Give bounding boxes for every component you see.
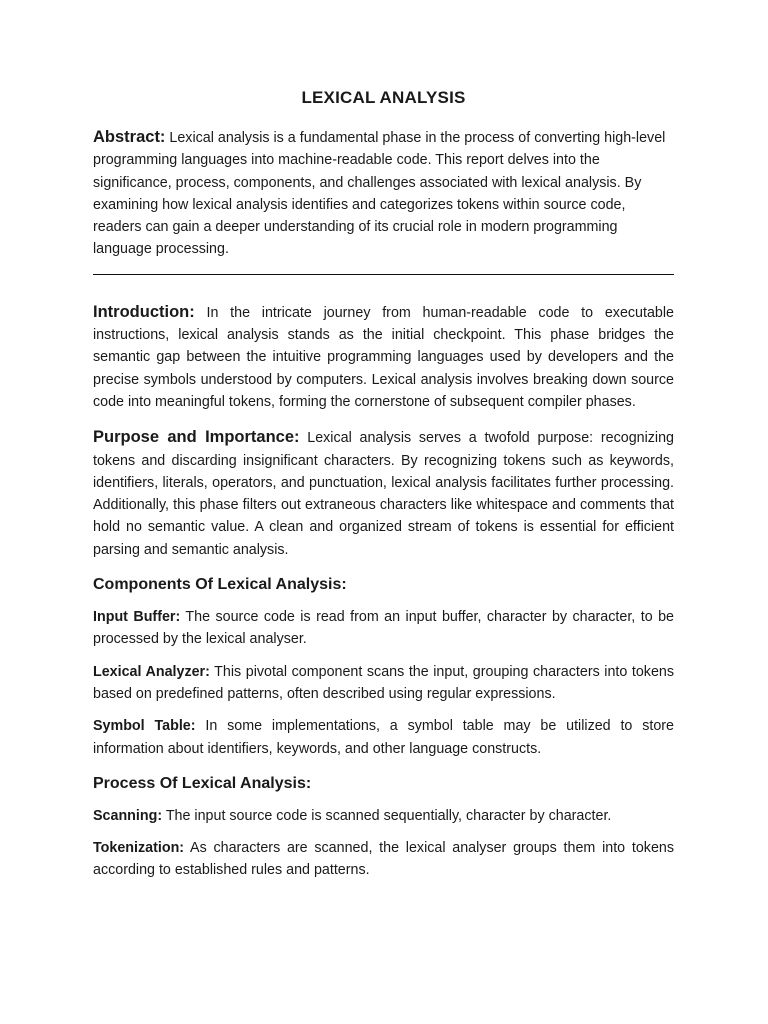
component-label: Symbol Table: bbox=[93, 718, 196, 735]
page-title: LEXICAL ANALYSIS bbox=[301, 88, 466, 107]
process-item-scanning bbox=[93, 805, 674, 827]
components-heading: Components Of Lexical Analysis: bbox=[93, 576, 347, 594]
component-text: In some implementations, a symbol table may be utilized to store information about identifiers, keywords, and other language constructs. bbox=[93, 718, 674, 757]
component-label: Lexical Analyzer: bbox=[93, 663, 210, 680]
process-label: Scanning: bbox=[93, 807, 163, 824]
introduction-text: In the intricate journey from human-readable code to executable instructions, lexical analysis stands as the initial checkpoint. This phase bridges the semantic gap between the intuitive programming languages used by developers and the precise symbols understood by computers. Lexical analysis involves breaking down source code into meaningful tokens, forming the cornerstone of subsequent compiler phases. bbox=[93, 304, 674, 410]
abstract-text: Lexical analysis is a fundamental phase in the process of converting high-level programming languages into machine-readable code. This report delves into the significance, process, components, and challenges associated with lexical analysis. By examining how lexical analysis identifies and categorizes tokens within source code, readers can gain a deeper understanding of its crucial role in modern programming language processing. bbox=[93, 130, 666, 258]
introduction-paragraph bbox=[93, 301, 674, 413]
abstract-paragraph bbox=[93, 126, 674, 261]
component-item-lexical-analyzer bbox=[93, 661, 674, 706]
process-text: The input source code is scanned sequentially, character by character. bbox=[162, 807, 612, 824]
component-item-input-buffer bbox=[93, 606, 674, 651]
component-item-symbol-table bbox=[93, 715, 674, 760]
process-heading: Process Of Lexical Analysis: bbox=[93, 774, 312, 792]
process-label: Tokenization: bbox=[93, 840, 185, 857]
purpose-label: Purpose and Importance: bbox=[93, 428, 300, 447]
component-label: Input Buffer: bbox=[93, 609, 181, 626]
abstract-label: Abstract: bbox=[93, 128, 166, 146]
process-text: As characters are scanned, the lexical analyser groups them into tokens according to established rules and patterns. bbox=[93, 840, 674, 879]
component-text: This pivotal component scans the input, grouping characters into tokens based on predefined patterns, often described using regular expressions. bbox=[93, 663, 675, 702]
purpose-paragraph bbox=[93, 426, 674, 561]
process-item-tokenization bbox=[93, 837, 674, 882]
purpose-text: Lexical analysis serves a twofold purpose: recognizing tokens and discarding insignificant characters. By recognizing tokens such as keywords, identifiers, literals, operators, and punctuation, lexical analysis facilitates further processing. Additionally, this phase filters out extraneous characters like whitespace and comments that hold no semantic value. A clean and organized stream of tokens is essential for efficient parsing and semantic analysis. bbox=[93, 430, 674, 558]
document-page bbox=[93, 88, 674, 882]
section-divider bbox=[93, 274, 674, 275]
introduction-label: Introduction: bbox=[93, 302, 195, 321]
component-text: The source code is read from an input buffer, character by character, to be processed by the lexical analyser. bbox=[93, 609, 674, 648]
